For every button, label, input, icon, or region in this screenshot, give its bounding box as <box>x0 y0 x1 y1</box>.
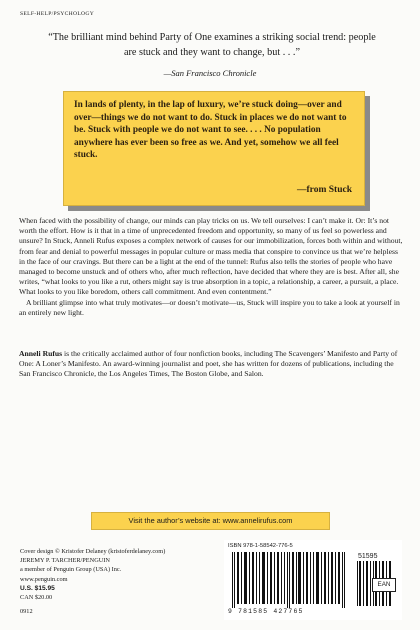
price-can: CAN $20.00 <box>20 594 53 602</box>
barcode-digits: 9 781585 427765 <box>228 608 304 615</box>
publisher-info <box>20 547 240 616</box>
cover-design-credit: Cover design © Kristofer Delaney (kristoferdelaney.com) <box>20 548 166 555</box>
website-banner: Visit the author’s website at: www.annelirufus.com <box>91 512 330 530</box>
excerpt-attribution: —from Stuck <box>297 185 352 195</box>
catalog-code: 0912 <box>20 608 33 616</box>
top-review-quote: “The brilliant mind behind Party of One examines a striking social trend: people are stuck and they want to change, but . . .” <box>48 32 376 58</box>
barcode-panel <box>224 540 402 620</box>
isbn: ISBN 978-1-58542-776-5 <box>228 543 293 549</box>
description-paragraph-2: A brilliant glimpse into what truly motivates—or doesn’t motivate—us, Stuck will inspire you to take a look at yourself in an entirely new light. <box>19 297 400 317</box>
excerpt-box <box>63 91 365 206</box>
author-name: Anneli Rufus <box>19 349 63 358</box>
author-bio-text: is the critically acclaimed author of four nonfiction books, including The Scavengers’ Manifesto and Party of One: A Loner’s Manifesto. An award-winning journalist and poet, she has written for dozens of publications, including the San Francisco Chronicle, the Los Angeles Times, The Boston Globe, and Salon. <box>19 349 398 379</box>
barcode-image <box>230 552 352 608</box>
excerpt-text: In lands of plenty, in the lap of luxury, we’re stuck doing—over and over—things we do not want to do. Stuck in places we do not want to be. Stuck with people we do not want to see. . . . No population anywhere has ever been so free as we. And yet, somehow we all feel stuck. <box>74 100 347 160</box>
publisher-imprint: JEREMY P. TARCHER/PENGUIN <box>20 557 110 565</box>
price-us: U.S. $15.95 <box>20 584 55 592</box>
category-label: SELF-HELP/PSYCHOLOGY <box>20 11 95 17</box>
top-review-attribution: —San Francisco Chronicle <box>163 68 257 78</box>
description-paragraph-1: When faced with the possibility of change, our minds can play tricks on us. We tell ourselves: I can’t make it. Or: It’s not worth the effort. How is it that in a time of unprecedented freedom and opportunity, so many of us feel so powerless and unsure? In Stuck, Anneli Rufus exposes a complex network of causes for our immobilization, forces both within and without, from fear and denial to powerful messages in popular culture or mass media that conspire to convince us that we’re helpless in the face of our cravings. But there can be a light at the end of the tunnel: Rufus also tells the stories of people who have managed to become unstuck and of others who, after much reflection, have decided that where they are is best. After all, she writes, “what looks to you like a rut, others might say is true absorption in a topic, a relationship, a career, a pursuit, a place. What looks to you like boredom, others call commitment. And even contentment.” <box>19 216 403 297</box>
publisher-url: www.penguin.com <box>20 575 68 583</box>
ean-label: EAN <box>372 578 396 592</box>
author-bio <box>19 349 403 380</box>
description <box>19 216 403 318</box>
price-code: 51595 <box>358 553 378 560</box>
publisher-member: a member of Penguin Group (USA) Inc. <box>20 566 122 574</box>
